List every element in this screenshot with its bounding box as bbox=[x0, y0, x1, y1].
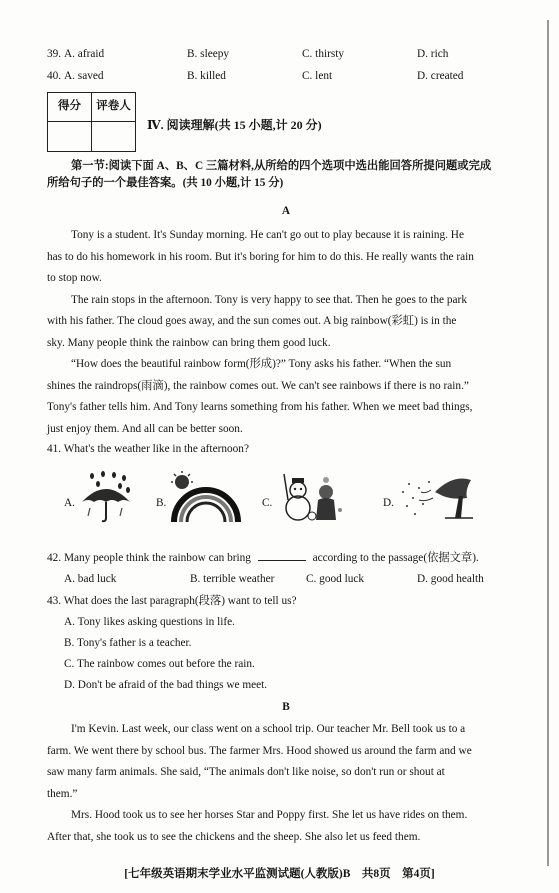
instructions-line: 所给句子的一个最佳答案。(共 10 小题,计 15 分) bbox=[47, 176, 284, 189]
grader-cell[interactable] bbox=[92, 122, 136, 152]
score-table bbox=[47, 92, 136, 152]
passage-a bbox=[47, 225, 525, 440]
passage-line: Mrs. Hood took us to see her horses Star and Poppy first. She let us have rides on them. bbox=[71, 809, 468, 821]
windy-tree-icon bbox=[395, 470, 475, 520]
page-footer: [七年级英语期末学业水平监测试题(人教版)B 共8页 第4页] bbox=[124, 868, 435, 880]
score-cell[interactable] bbox=[48, 122, 92, 152]
passage-b bbox=[47, 719, 525, 848]
q42-answer-blank[interactable] bbox=[258, 549, 306, 561]
passage-line: them.” bbox=[47, 787, 78, 800]
passage-line: saw many farm animals. She said, “The animals don't like noise, so don't run or shout at bbox=[47, 766, 445, 778]
passage-line: Tony's father tells him. And Tony learns something from his father. When we meet bad things, bbox=[47, 401, 473, 413]
q42-option-d: D. good health bbox=[417, 573, 484, 585]
snowman-kids-icon bbox=[274, 470, 346, 520]
instructions bbox=[47, 158, 525, 192]
score-label: 得分 bbox=[48, 93, 92, 122]
passage-line: has to do his homework in his room. But it's boring for him to do this. He really wants the rain bbox=[47, 250, 474, 263]
q40-option-d: D. created bbox=[417, 70, 464, 82]
instructions-line: 第一节:阅读下面 A、B、C 三篇材料,从所给的四个选项中选出能回答所提问题或完成 bbox=[71, 160, 492, 172]
passage-line: farm. We went there by school bus. The farmer Mrs. Hood showed us around the farm and we bbox=[47, 744, 472, 757]
q41-option-c-label: C. bbox=[262, 497, 273, 509]
passage-line: The rain stops in the afternoon. Tony is very happy to see that. Then he goes to the park bbox=[71, 293, 467, 306]
q39-num: 39. bbox=[47, 48, 62, 60]
q42-option-c: C. good luck bbox=[306, 573, 365, 585]
q41-option-a-label: A. bbox=[64, 497, 75, 509]
section-heading: Ⅳ. 阅读理解(共 15 小题,计 20 分) bbox=[147, 118, 322, 132]
q43-option-a: A. Tony likes asking questions in life. bbox=[64, 616, 235, 628]
q39-option-a: A. afraid bbox=[64, 48, 105, 60]
q39-option-d: D. rich bbox=[417, 48, 449, 60]
q39-option-b: B. sleepy bbox=[187, 48, 230, 60]
q41-option-b-label: B. bbox=[156, 497, 167, 509]
page-edge-line bbox=[547, 20, 549, 866]
passage-line: sky. Many people think the rainbow can bring them good luck. bbox=[47, 336, 331, 349]
q39-option-c: C. thirsty bbox=[302, 48, 345, 60]
passage-b-letter: B bbox=[282, 701, 290, 713]
passage-line: “How does the beautiful rainbow form(形成)?” Tony asks his father. “When the sun bbox=[71, 358, 452, 370]
q40-option-c: C. lent bbox=[302, 70, 333, 82]
q40-num: 40. bbox=[47, 70, 62, 82]
q42-stem-before: 42. Many people think the rainbow can bring bbox=[47, 552, 251, 564]
passage-line: Tony is a student. It's Sunday morning. He can't go out to play because it is raining. He bbox=[71, 229, 464, 241]
passage-line: just enjoy them. And all can be better soon. bbox=[47, 422, 243, 435]
q42-stem bbox=[47, 549, 479, 567]
rainbow-sun-icon bbox=[168, 470, 244, 520]
q40-option-a: A. saved bbox=[64, 70, 104, 82]
q43-option-d: D. Don't be afraid of the bad things we meet. bbox=[64, 679, 268, 691]
passage-line: I'm Kevin. Last week, our class went on a school trip. Our teacher Mr. Bell took us to a bbox=[71, 723, 466, 735]
q43-stem: 43. What does the last paragraph(段落) want to tell us? bbox=[47, 595, 297, 607]
passage-line: After that, she took us to see the chickens and the sheep. She also let us feed them. bbox=[47, 830, 421, 843]
q42-option-a: A. bad luck bbox=[64, 573, 117, 585]
passage-line: to stop now. bbox=[47, 272, 102, 284]
q41-option-d-label: D. bbox=[383, 497, 394, 509]
passage-line: shines the raindrops(雨滴), the rainbow comes out. We can't see rainbows if there is no rain.” bbox=[47, 379, 469, 392]
grader-label: 评卷人 bbox=[92, 93, 136, 122]
q42-stem-after: according to the passage(依据文章). bbox=[312, 552, 479, 564]
q40-option-b: B. killed bbox=[187, 70, 226, 82]
rain-umbrella-icon bbox=[76, 470, 136, 520]
q42-option-b: B. terrible weather bbox=[190, 573, 275, 585]
passage-line: with his father. The cloud goes away, and the sun comes out. A big rainbow(彩虹) is in the bbox=[47, 315, 457, 327]
q41-stem: 41. What's the weather like in the afternoon? bbox=[47, 443, 249, 455]
q43-option-b: B. Tony's father is a teacher. bbox=[64, 637, 192, 649]
q43-option-c: C. The rainbow comes out before the rain. bbox=[64, 658, 255, 670]
passage-a-letter: A bbox=[281, 205, 291, 217]
